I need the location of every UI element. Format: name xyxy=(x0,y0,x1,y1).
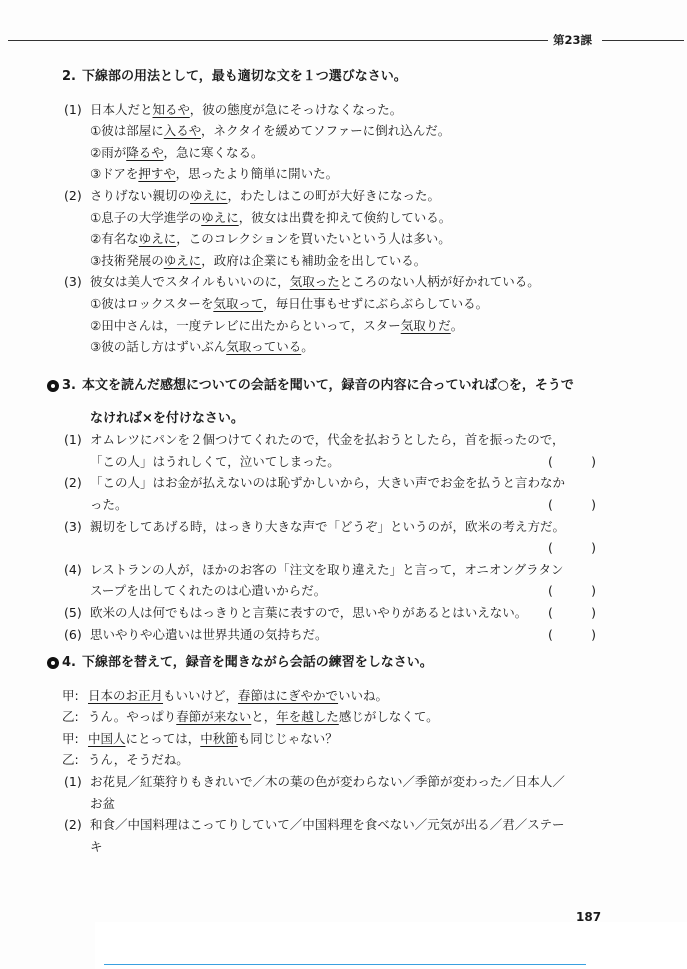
text-segment: 。 xyxy=(450,317,464,333)
paren-open: ( xyxy=(548,604,553,620)
text-segment: 日本人だと xyxy=(90,101,153,117)
line-text xyxy=(88,685,388,707)
item-label: (2) xyxy=(64,475,82,491)
underlined-phrase: 春節が来ない xyxy=(176,709,252,725)
line-text xyxy=(90,120,450,142)
text-line xyxy=(0,771,687,793)
text-segment: ，急に寒くなる。 xyxy=(163,144,264,160)
item-label: 3. xyxy=(62,378,76,393)
header-rule-right xyxy=(602,40,684,41)
paren-open: ( xyxy=(548,540,553,556)
line-text xyxy=(90,250,426,272)
line-text xyxy=(90,451,340,473)
underlined-phrase: 知るや xyxy=(152,101,190,117)
line-text xyxy=(90,163,338,185)
text-segment: ①彼は部屋に xyxy=(90,123,164,139)
text-segment: キ xyxy=(90,838,103,854)
paren-open: ( xyxy=(548,496,553,512)
dialogue-line xyxy=(0,685,687,707)
text-line xyxy=(0,228,687,250)
text-segment: ②有名な xyxy=(90,231,139,247)
text-line xyxy=(0,293,687,315)
text-line xyxy=(0,336,687,358)
text-segment: 思いやりや心遣いは世界共通の気持ちだ。 xyxy=(90,626,328,642)
line-text xyxy=(90,408,244,430)
exercise-heading xyxy=(0,66,687,88)
underlined-phrase: 気取りだ xyxy=(400,317,451,333)
underlined-phrase: ゆえに xyxy=(201,209,239,225)
text-segment: お盆 xyxy=(90,795,116,811)
line-text xyxy=(90,142,264,164)
underlined-phrase: ゆえに xyxy=(138,231,177,247)
answer-blank[interactable] xyxy=(548,451,596,473)
text-line xyxy=(0,451,687,473)
item-label: (3) xyxy=(64,518,82,534)
underlined-phrase: 降るや xyxy=(126,144,164,160)
text-segment: ，彼女は出費を抑えて倹約している。 xyxy=(238,209,452,225)
text-segment: ，わたしはこの町が大好きになった。 xyxy=(227,187,441,203)
item-label: 4. xyxy=(62,655,76,670)
text-segment: ②雨が xyxy=(90,144,127,160)
text-segment: 彼女は美人でスタイルもいいのに， xyxy=(90,274,290,290)
text-segment: 本文を読んだ感想についての会話を聞いて，録音の内容に合っていれば○を，そうで xyxy=(82,378,574,393)
line-text xyxy=(90,771,565,793)
text-segment: もいいけど， xyxy=(163,687,239,703)
line-text xyxy=(90,429,565,451)
item-label: (1) xyxy=(64,773,82,789)
text-line xyxy=(0,494,687,516)
item-label: (1) xyxy=(64,101,82,117)
underlined-phrase: 中秋節 xyxy=(200,730,238,746)
text-segment: ①息子の大学進学の xyxy=(90,209,202,225)
exercise-heading xyxy=(0,652,687,674)
line-text xyxy=(90,207,451,229)
paren-close: ) xyxy=(591,583,596,599)
text-line xyxy=(0,142,687,164)
exercise-2 xyxy=(0,66,687,358)
text-segment: 下線部の用法として，最も適切な文を１つ選びなさい。 xyxy=(82,69,407,84)
text-segment: 和食／中国料理はこってりしていて／中国料理を食べない／元気が出る／君／ステー xyxy=(90,817,565,833)
item-label: (1) xyxy=(64,432,82,448)
dialogue-line xyxy=(0,706,687,728)
paren-close: ) xyxy=(591,540,596,556)
text-segment: ，政府は企業にも補助金を出している。 xyxy=(201,252,427,268)
item-label: 甲: xyxy=(62,687,79,703)
line-text xyxy=(82,375,574,397)
paren-close: ) xyxy=(591,496,596,512)
line-text xyxy=(90,624,328,646)
lesson-label: 第23課 xyxy=(553,33,593,47)
item-label: 乙: xyxy=(62,709,79,725)
line-text xyxy=(90,494,128,516)
text-line xyxy=(0,408,687,430)
line-text xyxy=(90,602,527,624)
underlined-phrase: 気取った xyxy=(289,274,340,290)
text-segment: ③彼の話し方はずいぶん xyxy=(90,339,227,355)
dialogue-line xyxy=(0,728,687,750)
line-text xyxy=(88,706,439,728)
item-label: 甲: xyxy=(62,730,79,746)
paren-open: ( xyxy=(548,626,553,642)
blue-divider xyxy=(104,964,586,965)
text-line xyxy=(0,429,687,451)
text-line xyxy=(0,99,687,121)
dialogue-line xyxy=(0,749,687,771)
answer-blank[interactable] xyxy=(548,494,596,516)
paren-open: ( xyxy=(548,453,553,469)
text-segment: なければ×を付けなさい。 xyxy=(90,410,244,426)
item-label: 乙: xyxy=(62,752,79,768)
line-text xyxy=(90,315,463,337)
item-label: (2) xyxy=(64,187,82,203)
text-segment: も同じじゃない？ xyxy=(237,730,338,746)
text-segment: ，ネクタイを緩めてソファーに倒れ込んだ。 xyxy=(200,123,451,139)
text-line xyxy=(0,250,687,272)
paren-close: ) xyxy=(591,453,596,469)
text-line xyxy=(0,207,687,229)
underlined-phrase: 押すや xyxy=(138,166,176,182)
text-segment: ③技術発展の xyxy=(90,252,164,268)
line-text xyxy=(90,814,565,836)
exercise-3 xyxy=(0,375,687,645)
line-text xyxy=(88,749,189,771)
underlined-phrase: 日本のお正月 xyxy=(88,687,164,703)
underlined-phrase: 入るや xyxy=(163,123,201,139)
line-text xyxy=(82,66,407,88)
text-line xyxy=(0,185,687,207)
text-segment: 「この人」はお金が払えないのは恥ずかしいから，大きい声でお金を払うと言わなか xyxy=(90,475,566,491)
text-segment: った。 xyxy=(90,496,128,512)
underlined-phrase: ゆえに xyxy=(163,252,202,268)
text-segment: レストランの人が，ほかのお客の「注文を取り違えた」と言って，オニオングラタン xyxy=(90,561,564,577)
underlined-phrase: ゆえに xyxy=(190,187,228,203)
text-segment: にとっては， xyxy=(125,730,201,746)
text-segment: いいね。 xyxy=(338,687,389,703)
item-label: (2) xyxy=(64,817,82,833)
line-text xyxy=(90,580,326,602)
line-text xyxy=(90,472,565,494)
line-text xyxy=(90,836,103,858)
underlined-phrase: 気取っている xyxy=(226,339,302,355)
text-line xyxy=(0,163,687,185)
line-text xyxy=(90,99,402,121)
answer-blank[interactable] xyxy=(548,580,596,602)
text-line xyxy=(0,271,687,293)
paren-close: ) xyxy=(591,604,596,620)
line-text xyxy=(90,228,451,250)
line-text xyxy=(90,293,488,315)
text-segment: ③ドアを xyxy=(90,166,139,182)
text-line xyxy=(0,602,687,624)
item-label: (5) xyxy=(64,604,82,620)
line-text xyxy=(90,271,540,293)
text-segment: ，彼の態度が急にそっけなくなった。 xyxy=(189,101,403,117)
audio-cd-icon xyxy=(47,380,59,392)
text-segment: さりげない親切の xyxy=(90,187,191,203)
answer-blank[interactable] xyxy=(548,537,596,559)
exercise-heading xyxy=(0,375,687,397)
text-segment: オムレツにパンを２個つけてくれたので，代金を払おうとしたら，首を振ったので， xyxy=(90,432,565,448)
text-line xyxy=(0,537,687,559)
text-segment: ところのない人柄が好かれている。 xyxy=(339,274,540,290)
item-label: (6) xyxy=(64,626,82,642)
line-text xyxy=(90,559,564,581)
text-segment: ，思ったより簡単に開いた。 xyxy=(175,166,339,182)
text-segment: うん。やっぱり xyxy=(88,709,177,725)
text-line xyxy=(0,793,687,815)
text-segment: ①彼はロックスターを xyxy=(90,295,214,311)
text-line xyxy=(0,315,687,337)
line-text xyxy=(90,793,115,815)
text-line xyxy=(0,472,687,494)
text-line xyxy=(0,814,687,836)
underlined-phrase: 中国人 xyxy=(88,730,126,746)
text-line xyxy=(0,559,687,581)
text-segment: 下線部を替えて，録音を聞きながら会話の練習をしなさい。 xyxy=(82,655,433,670)
line-text xyxy=(90,336,314,358)
header-rule-left xyxy=(8,40,548,41)
audio-cd-icon xyxy=(47,657,59,669)
paren-open: ( xyxy=(548,583,553,599)
page-number: 187 xyxy=(576,910,602,924)
text-line xyxy=(0,516,687,538)
text-line xyxy=(0,580,687,602)
text-segment: ，このコレクションを買いたいという人は多い。 xyxy=(176,231,451,247)
underlined-phrase: 気取って xyxy=(213,295,264,311)
text-segment: お花見／紅葉狩りもきれいで／木の葉の色が変わらない／季節が変わった／日本人／ xyxy=(90,773,565,789)
text-segment: うん，そうだね。 xyxy=(88,752,189,768)
text-line xyxy=(0,836,687,858)
text-segment: 親切をしてあげる時，はっきり大きな声で「どうぞ」というのが，欧米の考え方だ。 xyxy=(90,518,566,534)
underlined-phrase: 年を越した xyxy=(276,709,339,725)
item-label: (4) xyxy=(64,561,82,577)
paren-close: ) xyxy=(591,626,596,642)
line-text xyxy=(88,728,338,750)
line-text xyxy=(90,516,565,538)
text-segment: スープを出してくれたのは心遣いからだ。 xyxy=(90,583,327,599)
line-text xyxy=(82,652,433,674)
scan-blank-area xyxy=(95,922,687,969)
item-label: 2. xyxy=(62,69,76,84)
text-segment: 「この人」はうれしくて，泣いてしまった。 xyxy=(90,453,340,469)
text-segment: と， xyxy=(251,709,277,725)
exercise-4 xyxy=(0,652,687,857)
text-segment: 欧米の人は何でもはっきりと言葉に表すので，思いやりがあるとはいえない。 xyxy=(90,604,528,620)
item-label: (3) xyxy=(64,274,82,290)
line-text xyxy=(90,185,440,207)
text-line xyxy=(0,120,687,142)
answer-blank[interactable] xyxy=(548,624,596,646)
text-line xyxy=(0,624,687,646)
text-segment: 。 xyxy=(301,339,314,355)
answer-blank[interactable] xyxy=(548,602,596,624)
text-segment: ②田中さんは，一度テレビに出たからといって，スター xyxy=(90,317,401,333)
underlined-phrase: 春節はにぎやかで xyxy=(238,687,339,703)
text-segment: 感じがしなくて。 xyxy=(338,709,439,725)
text-segment: ，毎日仕事もせずにぶらぶらしている。 xyxy=(263,295,489,311)
